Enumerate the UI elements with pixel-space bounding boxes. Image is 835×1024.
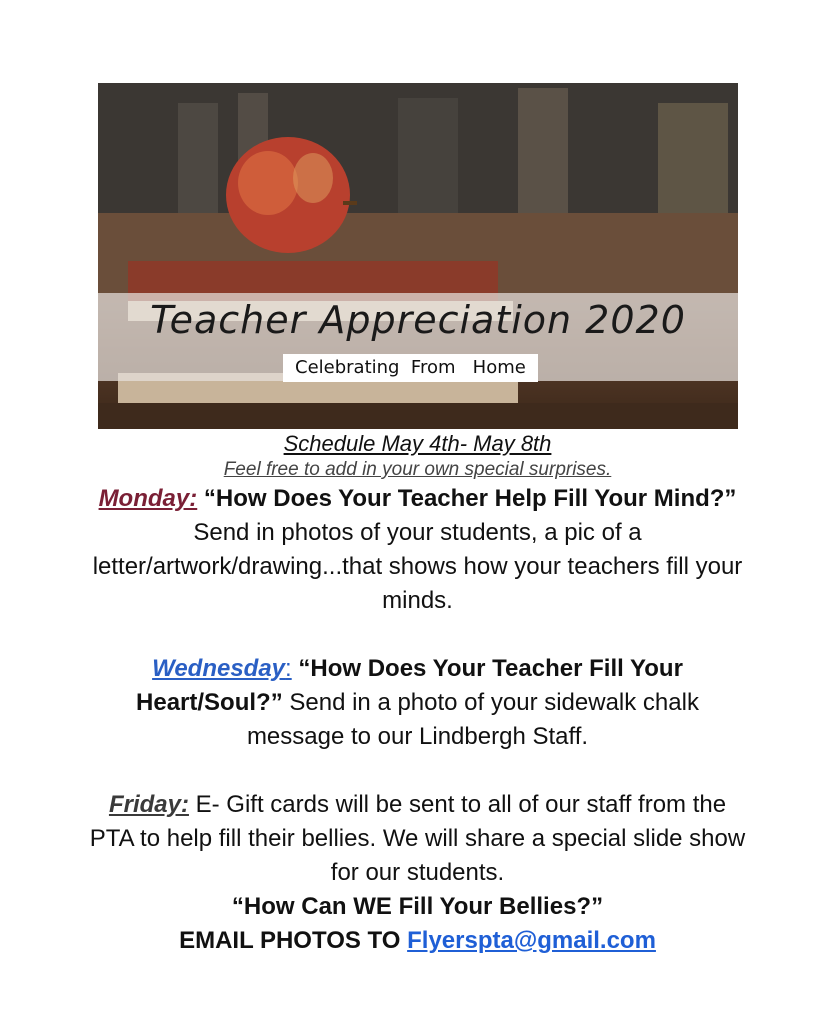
email-label: EMAIL PHOTOS TO [179, 927, 401, 954]
email-link[interactable]: Flyerspta@gmail.com [407, 927, 656, 954]
flyer-body [0, 430, 835, 958]
friday-section [88, 788, 748, 958]
monday-section [88, 482, 748, 618]
monday-question: “How Does Your Teacher Help Fill Your Mind?” [203, 485, 737, 512]
tip-text: Feel free to add in your own special surprises. [223, 459, 612, 480]
wednesday-text: Send in a photo of your sidewalk chalk message to our Lindbergh Staff. [246, 689, 699, 750]
monday-label: Monday: [98, 485, 198, 512]
friday-label: Friday: [108, 791, 189, 818]
wednesday-question: “How Does Your Teacher Fill Your Heart/Soul?” [136, 655, 683, 716]
hero-subtitle: Celebrating From Home [283, 354, 538, 382]
hero-title: Teacher Appreciation 2020 [150, 298, 686, 342]
wednesday-section [88, 652, 748, 754]
friday-text: E- Gift cards will be sent to all of our staff from the PTA to help fill their bellies. We will share a special slide show for our students. [89, 791, 746, 886]
wednesday-label: Wednesday [152, 655, 286, 682]
friday-question: “How Can WE Fill Your Bellies?” [231, 893, 604, 920]
monday-text: Send in photos of your students, a pic of a letter/artwork/drawing...that shows how your teachers fill your minds. [92, 519, 743, 614]
wednesday-colon: : [285, 655, 292, 682]
hero-image [98, 83, 738, 429]
schedule-heading: Schedule May 4th- May 8th [283, 431, 552, 456]
